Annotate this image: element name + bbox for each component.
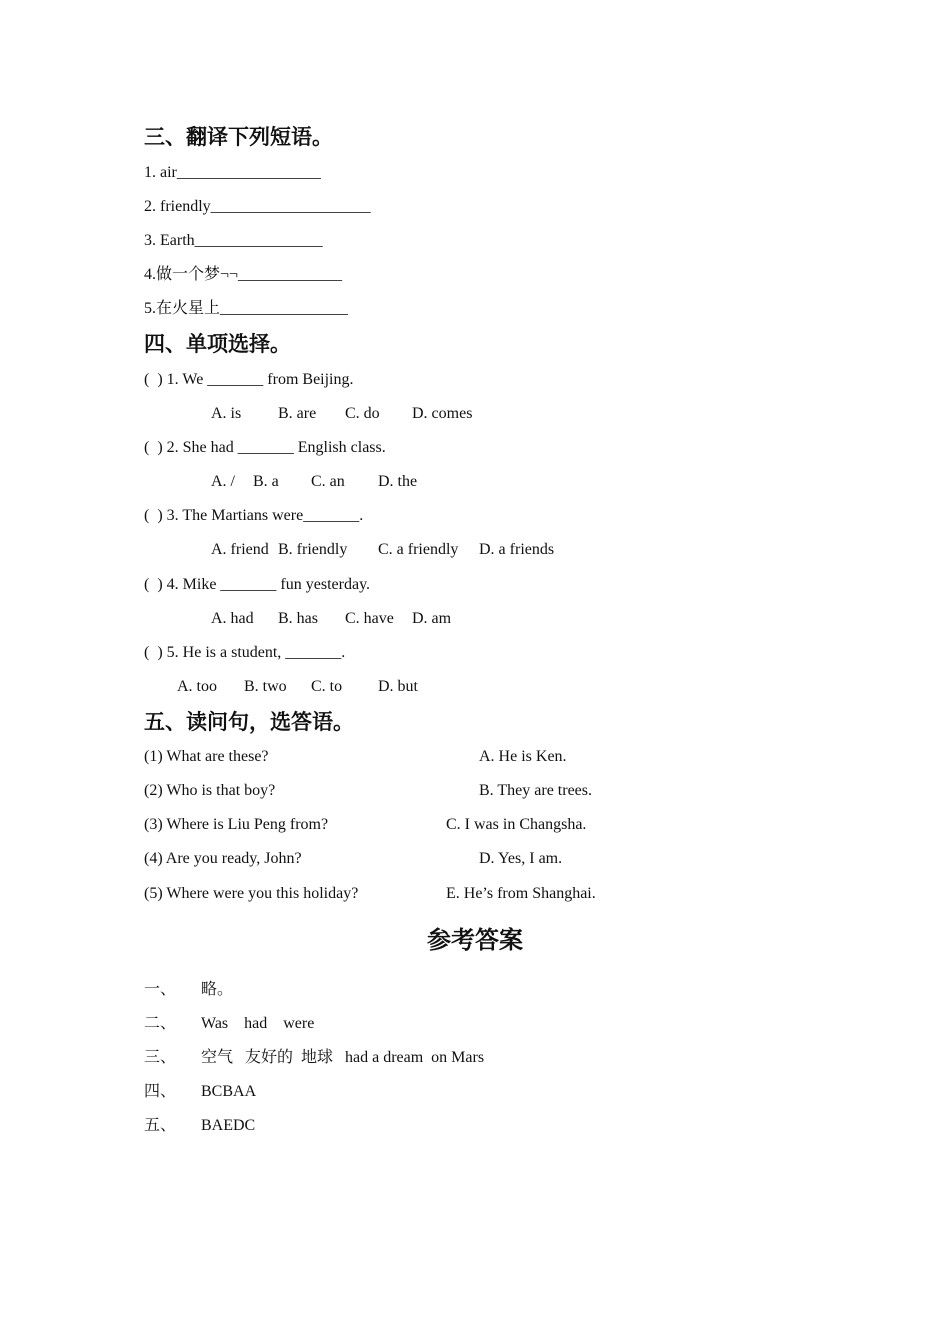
match-answer-d: D. Yes, I am. bbox=[479, 850, 563, 867]
match-answer-c: C. I was in Changsha. bbox=[446, 816, 587, 833]
choice-option: B. a bbox=[253, 473, 279, 490]
choice-option: A. had bbox=[211, 610, 254, 627]
choice-option: A. / bbox=[211, 473, 235, 490]
key-num-1: 一、 bbox=[144, 981, 177, 998]
choice-option: C. do bbox=[345, 405, 380, 422]
choice-option: A. too bbox=[177, 678, 217, 695]
choice-question-1: ( ) 1. We _______ from Beijing. bbox=[144, 371, 354, 388]
choice-option: B. friendly bbox=[278, 541, 348, 558]
key-num-4: 四、 bbox=[144, 1083, 177, 1100]
choice-option: D. comes bbox=[412, 405, 473, 422]
section5-heading: 五、读问句，选答语。 bbox=[144, 710, 354, 734]
choice-option: D. am bbox=[412, 610, 452, 627]
section4-heading: 四、单项选择。 bbox=[144, 332, 291, 356]
match-answer-e: E. He’s from Shanghai. bbox=[446, 885, 596, 902]
choice-question-4: ( ) 4. Mike _______ fun yesterday. bbox=[144, 576, 371, 593]
choice-option: C. have bbox=[345, 610, 394, 627]
choice-option: D. but bbox=[378, 678, 418, 695]
choice-question-5: ( ) 5. He is a student, _______. bbox=[144, 644, 346, 661]
key-num-2: 二、 bbox=[144, 1015, 177, 1032]
choice-option: C. an bbox=[311, 473, 345, 490]
choice-option: A. friend bbox=[211, 541, 269, 558]
key-text-2: Was had were bbox=[201, 1015, 315, 1032]
translate-item-3: 3. Earth________________ bbox=[144, 232, 323, 249]
choice-option: B. two bbox=[244, 678, 287, 695]
match-question-1: (1) What are these? bbox=[144, 748, 269, 765]
match-question-3: (3) Where is Liu Peng from? bbox=[144, 816, 329, 833]
translate-item-2: 2. friendly____________________ bbox=[144, 198, 371, 215]
match-question-5: (5) Where were you this holiday? bbox=[144, 885, 359, 902]
match-answer-a: A. He is Ken. bbox=[479, 748, 567, 765]
key-text-3: 空气 友好的 地球 had a dream on Mars bbox=[201, 1049, 485, 1066]
key-num-5: 五、 bbox=[144, 1117, 177, 1134]
choice-option: D. a friends bbox=[479, 541, 555, 558]
translate-item-5: 5.在火星上________________ bbox=[144, 300, 349, 317]
section3-heading: 三、翻译下列短语。 bbox=[144, 125, 333, 149]
key-text-5: BAEDC bbox=[201, 1117, 256, 1134]
choice-option: C. to bbox=[311, 678, 343, 695]
choice-option: A. is bbox=[211, 405, 242, 422]
translate-item-4: 4.做一个梦¬¬_____________ bbox=[144, 266, 343, 283]
key-text-1: 略。 bbox=[201, 981, 234, 998]
choice-option: D. the bbox=[378, 473, 418, 490]
choice-option: B. are bbox=[278, 405, 317, 422]
choice-option: C. a friendly bbox=[378, 541, 459, 558]
match-question-4: (4) Are you ready, John? bbox=[144, 850, 302, 867]
match-question-2: (2) Who is that boy? bbox=[144, 782, 276, 799]
choice-question-2: ( ) 2. She had _______ English class. bbox=[144, 439, 386, 456]
choice-question-3: ( ) 3. The Martians were_______. bbox=[144, 507, 364, 524]
match-answer-b: B. They are trees. bbox=[479, 782, 592, 799]
key-num-3: 三、 bbox=[144, 1049, 177, 1066]
translate-item-1: 1. air__________________ bbox=[144, 164, 321, 181]
choice-option: B. has bbox=[278, 610, 318, 627]
answer-key-title: 参考答案 bbox=[427, 926, 523, 954]
key-text-4: BCBAA bbox=[201, 1083, 257, 1100]
